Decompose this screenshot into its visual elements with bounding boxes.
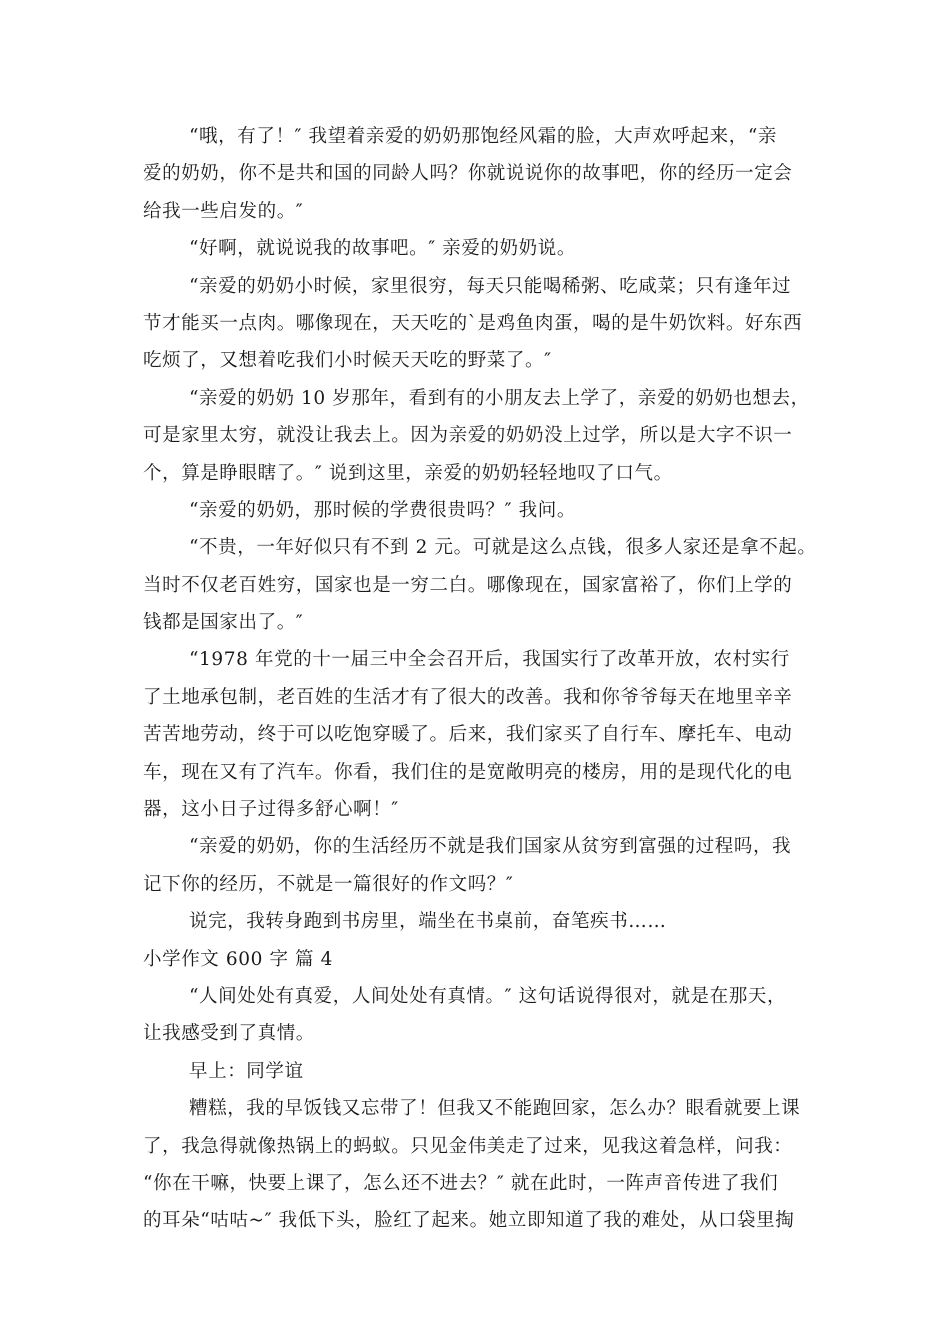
text-line: “人间处处有真爱，人间处处有真情。″ 这句话说得很对，就是在那天， [189, 985, 787, 1007]
text-line: 节才能买一点肉。哪像现在，天天吃的`是鸡鱼肉蛋，喝的是牛奶饮料。好东西 [143, 312, 803, 334]
text-line: 给我一些启发的。″ [143, 200, 304, 222]
text-line: 说完，我转身跑到书房里，端坐在书桌前，奋笔疾书…… [189, 911, 667, 933]
text-line: 记下你的经历，不就是一篇很好的作文吗？″ [143, 873, 514, 895]
text-line: 让我感受到了真情。 [143, 1023, 315, 1045]
text-line: 当时不仅老百姓穷，国家也是一穷二白。哪像现在，国家富裕了，你们上学的 [143, 574, 793, 596]
text-line: “亲爱的奶奶，那时候的学费很贵吗？″ 我问。 [189, 499, 576, 521]
text-line: 早上：同学谊 [189, 1060, 304, 1082]
text-line: “亲爱的奶奶 10 岁那年，看到有的小朋友去上学了，亲爱的奶奶也想去， [189, 387, 810, 409]
text-line: 可是家里太穷，就没让我去上。因为亲爱的奶奶没上过学，所以是大字不识一 [143, 425, 793, 447]
text-line: “好啊，就说说我的故事吧。″ 亲爱的奶奶说。 [189, 238, 576, 260]
text-line: 苦苦地劳动，终于可以吃饱穿暖了。后来，我们家买了自行车、摩托车、电动 [143, 724, 793, 746]
text-line: 糟糕，我的早饭钱又忘带了！但我又不能跑回家，怎么办？眼看就要上课 [189, 1098, 801, 1120]
text-line: 器，这小日子过得多舒心啊！″ [143, 799, 399, 821]
text-line: 个，算是睁眼瞎了。″ 说到这里，亲爱的奶奶轻轻地叹了口气。 [143, 462, 673, 484]
text-line: 了土地承包制，老百姓的生活才有了很大的改善。我和你爷爷每天在地里辛辛 [143, 686, 793, 708]
document-body [143, 118, 833, 1240]
text-line: 小学作文 600 字 篇 4 [143, 948, 334, 970]
text-line: “哦，有了！″ 我望着亲爱的奶奶那饱经风霜的脸，大声欢呼起来，“亲 [189, 126, 778, 147]
text-line: 吃烦了，又想着吃我们小时候天天吃的野菜了。″ [143, 350, 552, 372]
text-line: “1978 年党的十一届三中全会召开后，我国实行了改革开放，农村实行 [189, 649, 790, 671]
text-line: “亲爱的奶奶，你的生活经历不就是我们国家从贫穷到富强的过程吗，我 [189, 836, 792, 858]
text-line: 的耳朵“咕咕~″ 我低下头，脸红了起来。她立即知道了我的难处，从口袋里掏 [143, 1210, 795, 1232]
text-line: 车，现在又有了汽车。你看，我们住的是宽敞明亮的楼房，用的是现代化的电 [143, 761, 793, 783]
text-line: “你在干嘛，快要上课了，怎么还不进去？″ 就在此时，一阵声音传进了我们 [143, 1172, 779, 1194]
text-line: 爱的奶奶，你不是共和国的同龄人吗？你就说说你的故事吧，你的经历一定会 [143, 163, 793, 185]
text-line: 钱都是国家出了。″ [143, 612, 304, 634]
text-line: 了，我急得就像热锅上的蚂蚁。只见金伟美走了过来，见我这着急样，问我： [143, 1135, 793, 1157]
text-line: “不贵，一年好似只有不到 2 元。可就是这么点钱，很多人家还是拿不起。 [189, 537, 817, 559]
text-line: “亲爱的奶奶小时候，家里很穷，每天只能喝稀粥、吃咸菜；只有逢年过 [189, 275, 792, 297]
